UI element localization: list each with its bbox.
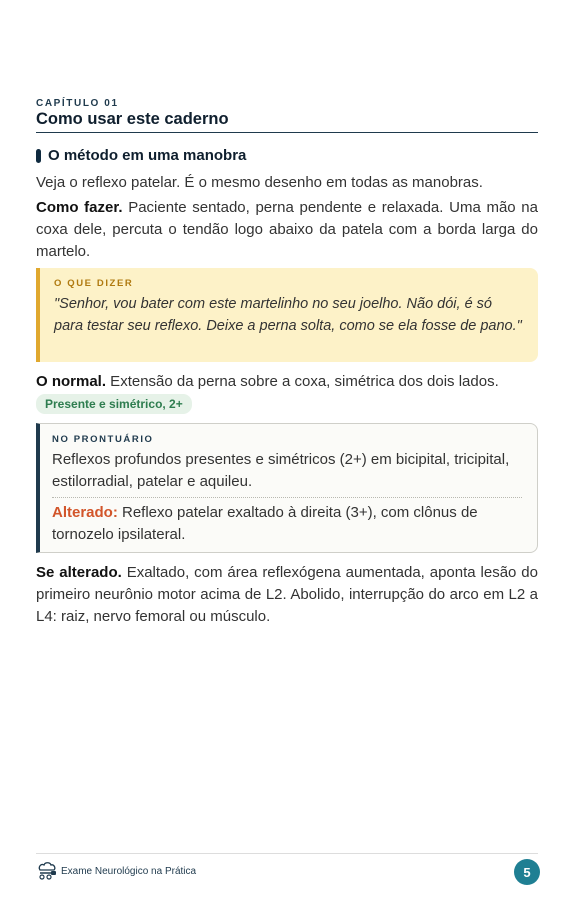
intro-paragraph: Veja o reflexo patelar. É o mesmo desenho em todas as manobras.	[36, 174, 483, 191]
page-number: 5	[514, 859, 540, 885]
normal-badge: Presente e simétrico, 2+	[36, 394, 192, 414]
how-to-label: Como fazer.	[36, 199, 123, 216]
footer-book-title: Exame Neurológico na Prática	[61, 866, 197, 877]
section-heading	[36, 147, 246, 164]
chapter-rule	[36, 132, 538, 133]
normal-label: O normal.	[36, 373, 107, 390]
what-to-say-label: O QUE DIZER	[54, 278, 134, 289]
chapter-title: Como usar este caderno	[36, 110, 229, 128]
if-altered-text: Exaltado, com área reflexógena aumentada, aponta lesão do primeiro neurônio motor acima de L2. Abolido, interrupção do arco em L2 a L4: raiz, nervo femoral ou músculo.	[36, 564, 538, 625]
how-to-paragraph	[36, 197, 538, 263]
footer-rule	[36, 853, 538, 854]
section-marker	[36, 149, 41, 163]
if-altered-paragraph	[36, 562, 538, 628]
section-title: O método em uma manobra	[48, 147, 247, 164]
hammer-brain-icon	[36, 861, 58, 881]
normal-text: Extensão da perna sobre a coxa, simétrica dos dois lados.	[106, 373, 499, 390]
chapter-label: CAPÍTULO 01	[36, 98, 119, 109]
record-altered-text: Reflexo patelar exaltado à direita (3+), com clônus de tornozelo ipsilateral.	[52, 504, 478, 543]
record-box	[36, 423, 538, 553]
what-to-say-text: "Senhor, vou bater com este martelinho no seu joelho. Não dói, é só para testar seu reflexo. Deixe a perna solta, como se ela fosse de pano."	[54, 296, 522, 334]
how-to-text: Paciente sentado, perna pendente e relaxada. Uma mão na coxa dele, percuta o tendão logo abaixo da patela com a borda larga do martelo.	[36, 199, 538, 260]
record-altered-label: Alterado:	[52, 504, 118, 521]
record-altered-line	[52, 502, 525, 546]
what-to-say-box	[36, 268, 538, 362]
record-normal-text: Reflexos profundos presentes e simétricos (2+) em bicipital, tricipital, estilorradial, patelar e aquileu.	[52, 451, 510, 490]
normal-paragraph	[36, 371, 538, 393]
if-altered-label: Se alterado.	[36, 564, 122, 581]
record-label: NO PRONTUÁRIO	[52, 434, 154, 445]
record-divider	[52, 497, 522, 498]
